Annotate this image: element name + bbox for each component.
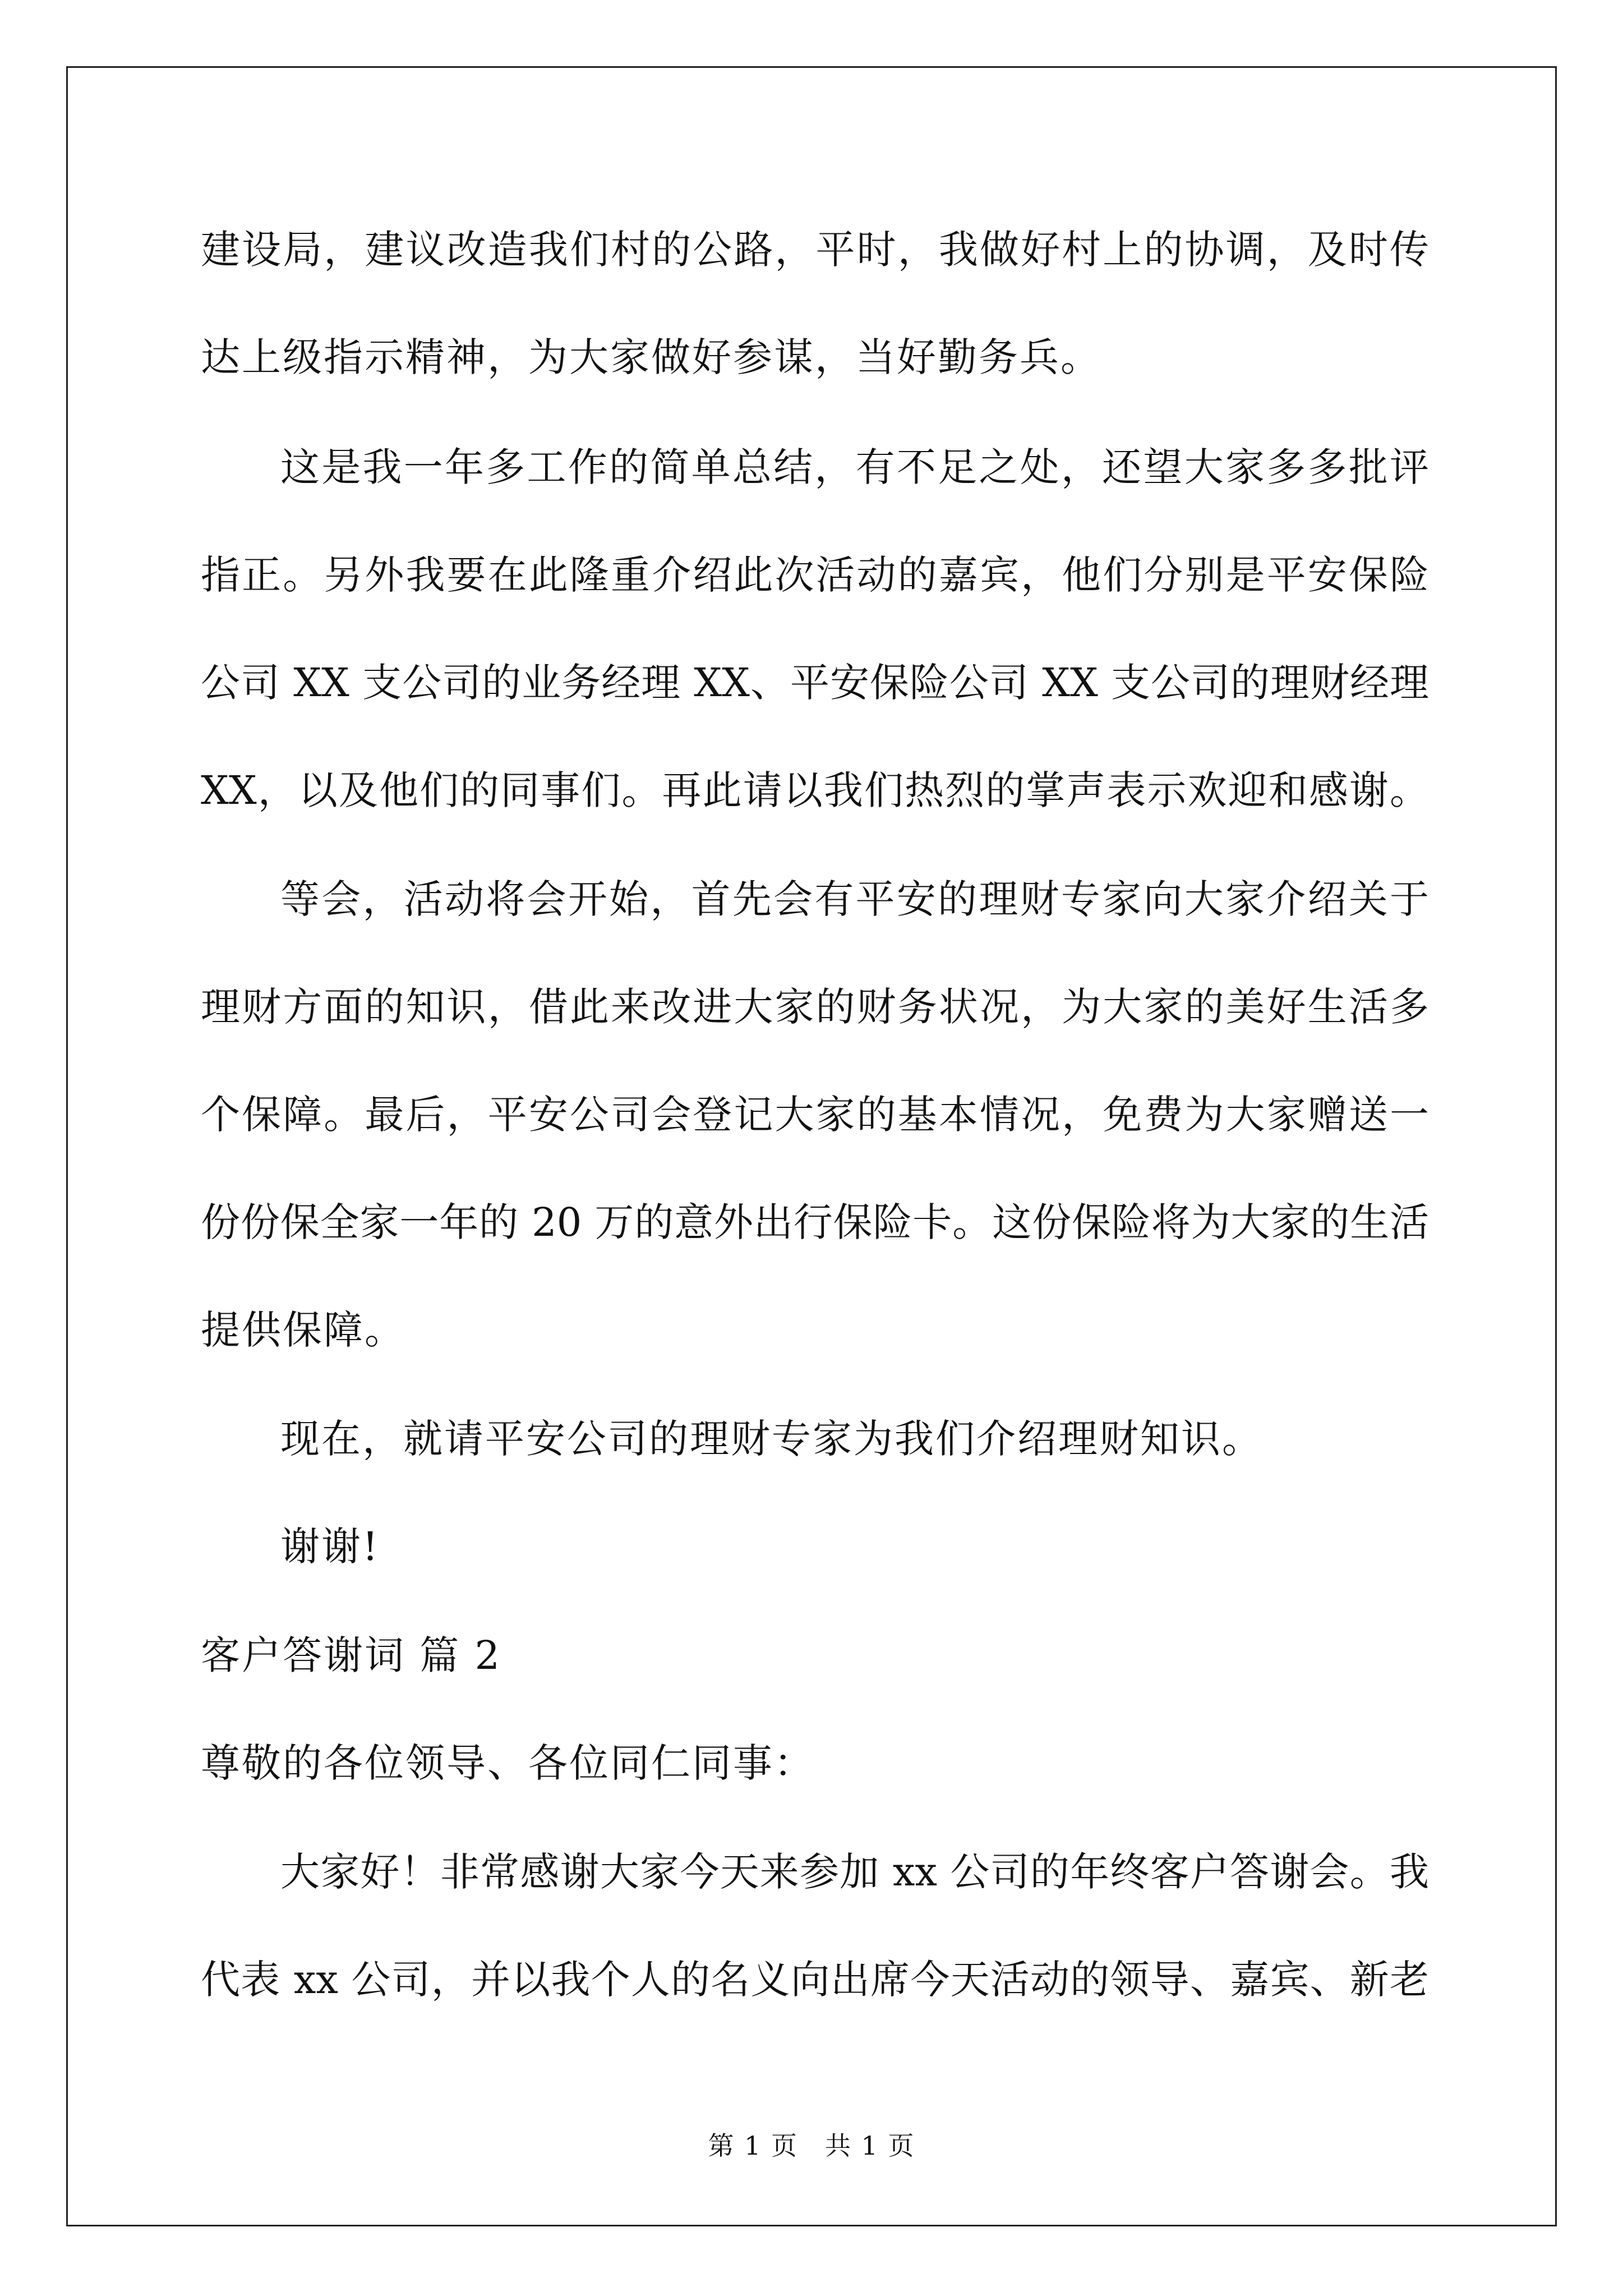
salutation: 尊敬的各位领导、各位同仁同事： <box>201 1740 815 1786</box>
page-number: 第 1 页 共 1 页 <box>708 2131 915 2161</box>
text-line-12: 现在，就请平安公司的理财专家为我们介绍理财知识。 <box>280 1416 1263 1462</box>
page-border <box>66 66 1557 2226</box>
text-line-6: XX，以及他们的同事们。再此请以我们热烈的掌声表示欢迎和感谢。 <box>201 767 1429 813</box>
text-line-9: 个保障。最后，平安公司会登记大家的基本情况，免费为大家赠送一 <box>201 1092 1429 1138</box>
text-line-13: 谢谢! <box>280 1524 380 1570</box>
section-heading: 客户答谢词 篇 2 <box>201 1632 502 1678</box>
text-line-7: 等会，活动将会开始，首先会有平安的理财专家向大家介绍关于 <box>280 876 1429 922</box>
text-line-1: 建设局，建议改造我们村的公路，平时，我做好村上的协调，及时传 <box>201 227 1429 273</box>
text-line-4: 指正。另外我要在此隆重介绍此次活动的嘉宾，他们分别是平安保险 <box>201 552 1429 598</box>
text-line-8: 理财方面的知识，借此来改进大家的财务状况，为大家的美好生活多 <box>201 984 1429 1030</box>
text-line-3: 这是我一年多工作的简单总结，有不足之处，还望大家多多批评 <box>280 444 1429 490</box>
text-line-10: 份份保全家一年的 20 万的意外出行保险卡。这份保险将为大家的生活 <box>201 1199 1429 1245</box>
text-line-11: 提供保障。 <box>201 1307 405 1353</box>
text-line-16: 大家好！非常感谢大家今天来参加 xx 公司的年终客户答谢会。我 <box>280 1849 1429 1895</box>
text-line-17: 代表 xx 公司，并以我个人的名义向出席今天活动的领导、嘉宾、新老 <box>201 1957 1429 2003</box>
text-line-2: 达上级指示精神，为大家做好参谋，当好勤务兵。 <box>201 334 1101 380</box>
text-line-5: 公司 XX 支公司的业务经理 XX、平安保险公司 XX 支公司的理财经理 <box>201 660 1429 706</box>
